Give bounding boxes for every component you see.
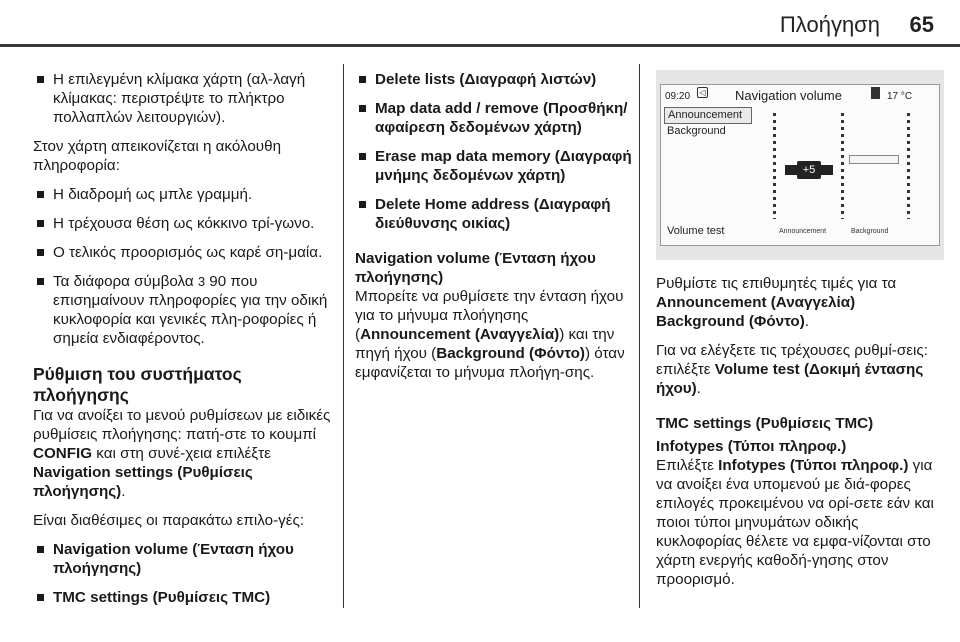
paragraph-volume — [355, 287, 637, 382]
slider-track — [841, 113, 844, 219]
text-run: . — [121, 483, 126, 500]
infotypes-label: Infotypes (Τύποι πληροφ.) — [718, 457, 909, 474]
text-run: Τα διάφορα σύμβολα — [53, 273, 198, 290]
column-divider — [343, 64, 344, 608]
slider-label-announcement: Announcement — [779, 228, 827, 235]
background-label: Background (Φόντο) — [656, 313, 805, 330]
text-run: ) όταν εμφανίζεται το μήνυμα πλοήγη-σης. — [355, 345, 625, 381]
paragraph-infotypes — [656, 456, 946, 589]
header-rule — [0, 44, 960, 47]
volume-value: +5 — [797, 161, 821, 179]
display-screen — [660, 84, 940, 246]
paragraph-volume-test — [656, 341, 946, 398]
text-run: για να ανοίξει ένα υπομενού με διά-φορες επιλογές προκειμένου να ορί-σετε εάν και ποιοι τύποι μηνυμάτων οδικής κυκλοφορίας θέλετε να εμφα-νίζονται στο χάρτη ενεργής καθοδή-γησης στον προορισμό. — [656, 457, 934, 588]
text-run: ) και την πηγή ήχου ( — [355, 326, 615, 362]
volume-test-label: Volume test (Δοκιμή έντασης ήχου) — [656, 361, 924, 397]
menu-item-background[interactable]: Background — [667, 125, 726, 137]
text-run: Για να ανοίξει το μενού ρυθμίσεων με ειδικές ρυθμίσεις πλοήγησης: πατή-στε το κουμπί — [33, 407, 331, 443]
bullet-tmc-settings: TMC settings (Ρυθμίσεις TMC) — [33, 588, 333, 607]
temperature: 17 °C — [887, 91, 913, 102]
bullet-position: Η τρέχουσα θέση ως κόκκινο τρί-γωνο. — [33, 214, 333, 233]
slider-label-background: Background — [851, 228, 889, 235]
status-bar — [661, 85, 939, 103]
page-title: Πλοήγηση — [779, 12, 880, 37]
column-1 — [33, 56, 333, 607]
subheading-tmc: TMC settings (Ρυθμίσεις TMC) — [656, 415, 874, 432]
column-2 — [355, 56, 637, 382]
phone-icon — [871, 87, 880, 99]
announcement-label: Announcement (Αναγγελία) — [360, 326, 560, 343]
bullet-map-scale: Η επιλεγμένη κλίμακα χάρτη (αλ-λαγή κλίμακας: περιστρέψτε το πλήκτρο πολλαπλών λειτουργιών). — [33, 70, 333, 127]
text-run: Επιλέξτε — [656, 457, 719, 474]
column-divider — [639, 64, 640, 608]
bullet-destination: Ο τελικός προορισμός ως καρέ ση-μαία. — [33, 243, 333, 262]
back-icon: ◁ — [697, 87, 708, 98]
text-run: Ρυθμίστε τις επιθυμητές τιμές για τα — [656, 275, 897, 292]
bullet-delete-home: Delete Home address (Διαγραφή διεύθυνσης οικίας) — [355, 195, 637, 233]
nav-volume-screen-figure — [656, 70, 944, 260]
subheading-nav-volume: Navigation volume (Ένταση ήχου πλοήγησης) — [355, 250, 596, 286]
page-number: 65 — [909, 12, 934, 37]
text-run: Για να ελέγξετε τις τρέχουσες ρυθμί-σεις: επιλέξτε — [656, 342, 928, 378]
config-button-label: CONFIG — [33, 445, 93, 462]
text-run: . — [804, 313, 809, 330]
bullet-route: Η διαδρομή ως μπλε γραμμή. — [33, 185, 333, 204]
screen-menu — [664, 107, 752, 139]
bullet-nav-volume: Navigation volume (Ένταση ήχου πλοήγησης) — [33, 540, 333, 578]
subheading-infotypes: Infotypes (Τύποι πληροφ.) — [656, 438, 847, 455]
background-label: Background (Φόντο) — [436, 345, 585, 362]
bullet-erase-memory: Erase map data memory (Διαγραφή μνήμης δεδομένων χάρτη) — [355, 147, 637, 185]
slider-track — [773, 113, 776, 219]
announcement-label: Announcement (Αναγγελία) — [656, 294, 856, 311]
page-header — [0, 0, 960, 50]
text-run: . — [696, 380, 701, 397]
bullet-delete-lists: Delete lists (Διαγραφή λιστών) — [355, 70, 637, 89]
text-run: 90 που επισημαίνουν πληροφορίες για την οδική κυκλοφορία και γενικές πλη-ροφορίες ή σημεία ενδιαφέροντος. — [53, 273, 328, 347]
clock-time: 09:20 — [665, 91, 691, 102]
reference-arrow-icon: 3 — [197, 274, 206, 289]
screen-title: Navigation volume — [735, 88, 842, 103]
volume-test-item[interactable]: Volume test — [667, 225, 725, 237]
slider-track — [907, 113, 910, 219]
column-3 — [656, 56, 946, 589]
paragraph-map-info: Στον χάρτη απεικονίζεται η ακόλουθη πληροφορία: — [33, 138, 282, 174]
paragraph-options: Είναι διαθέσιμες οι παρακάτω επιλο-γές: — [33, 512, 305, 529]
background-slider[interactable] — [849, 155, 899, 164]
bullet-map-data: Map data add / remove (Προσθήκη/ αφαίρεση δεδομένων χάρτη) — [355, 99, 637, 137]
nav-settings-label: Navigation settings (Ρυθμίσεις πλοήγησης) — [33, 464, 253, 500]
paragraph-set-values — [656, 274, 946, 331]
text-run: Μπορείτε να ρυθμίσετε την ένταση ήχου για το μήνυμα πλοήγησης ( — [355, 288, 624, 343]
paragraph-open-settings — [33, 406, 333, 501]
section-heading-nav-settings: Ρύθμιση του συστήματος πλοήγησης — [33, 364, 242, 405]
bullet-symbols — [33, 272, 333, 348]
text-run: και στη συνέ-χεια επιλέξτε — [92, 445, 271, 462]
menu-item-announcement[interactable]: Announcement — [664, 107, 752, 124]
